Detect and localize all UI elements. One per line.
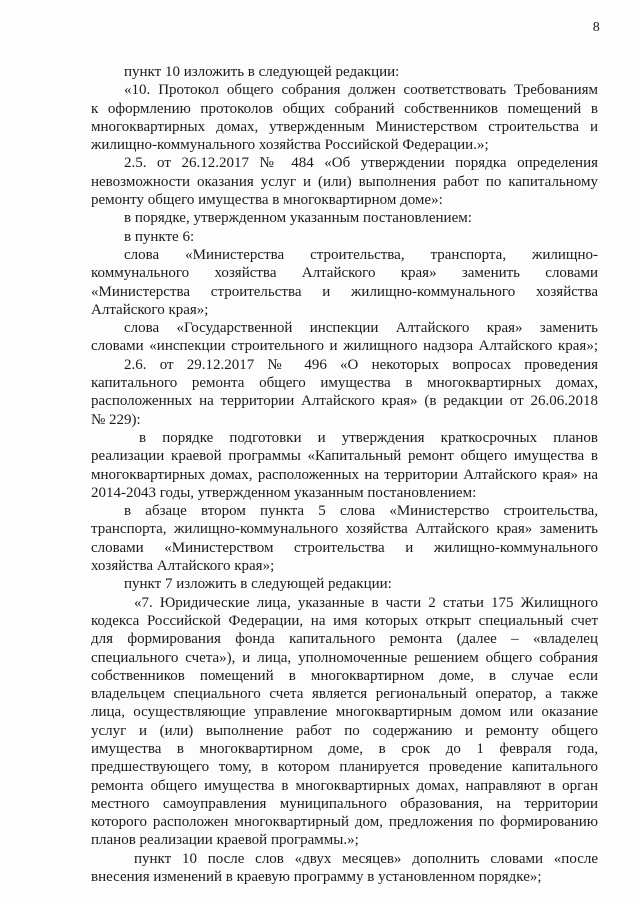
text-line: многоквартирных домах, расположенных на территории Алтайского края» на bbox=[91, 466, 598, 483]
text-line: «7. Юридические лица, указанные в части 2 статьи 175 Жилищного bbox=[134, 594, 598, 611]
text-line: лица, осуществляющие управление многоквартирным домом или оказание bbox=[91, 704, 598, 721]
text-line: собственников помещений в многоквартирном доме, в случае если bbox=[91, 667, 598, 684]
text-line: 2.5. от 26.12.2017 № 484 «Об утверждении порядка определения bbox=[124, 155, 598, 172]
text-line: имущества в многоквартирном доме, в срок до 1 февраля года, bbox=[91, 740, 598, 757]
text-line: для формирования фонда капитального ремонта (далее – «владелец bbox=[91, 631, 598, 648]
text-line: 2014-2043 годы, утвержденном указанным постановлением: bbox=[91, 484, 477, 501]
text-line: коммунального хозяйства Алтайского края» заменить словами bbox=[91, 265, 598, 282]
text-line: местного самоуправления муниципального образования, на территории bbox=[91, 795, 598, 812]
text-line: многоквартирных домах, утвержденным Министерством строительства и bbox=[91, 118, 598, 135]
text-line: № 229): bbox=[91, 411, 141, 428]
text-line: реализации краевой программы «Капитальный ремонт общего имущества в bbox=[91, 448, 598, 465]
text-line: пункт 7 изложить в следующей редакции: bbox=[124, 576, 392, 593]
text-line: в пункте 6: bbox=[124, 228, 195, 245]
text-line: «10. Протокол общего собрания должен соответствовать Требованиям bbox=[124, 82, 598, 99]
text-line: капитального ремонта общего имущества в многоквартирных домах, bbox=[91, 375, 598, 392]
page-number: 8 bbox=[592, 20, 600, 35]
text-line: планов реализации краевой программы.»; bbox=[91, 832, 359, 849]
text-line: жилищно-коммунального хозяйства Российской Федерации.»; bbox=[91, 137, 489, 154]
text-line: к оформлению протоколов общих собраний собственников помещений в bbox=[91, 100, 598, 117]
text-line: 2.6. от 29.12.2017 № 496 «О некоторых вопросах проведения bbox=[124, 356, 598, 373]
text-line: в порядке, утвержденном указанным постановлением: bbox=[124, 210, 472, 227]
text-line: пункт 10 после слов «двух месяцев» дополнить словами «после bbox=[134, 850, 598, 867]
text-line: «Министерства строительства и жилищно-коммунального хозяйства bbox=[91, 283, 598, 300]
text-line: слова «Государственной инспекции Алтайского края» заменить bbox=[124, 320, 598, 337]
text-line: словами «инспекции строительного и жилищного надзора Алтайского края»; bbox=[91, 338, 598, 355]
text-line: ремонту общего имущества в многоквартирном доме»: bbox=[91, 192, 443, 209]
text-line: пункт 10 изложить в следующей редакции: bbox=[124, 64, 400, 80]
text-line: транспорта, жилищно-коммунального хозяйства Алтайского края» заменить bbox=[91, 521, 598, 538]
text-line: специального счета»), и лица, уполномоченные решением общего собрания bbox=[91, 649, 598, 666]
text-line: кодекса Российской Федерации, на имя которых открыт специальный счет bbox=[91, 612, 598, 629]
text-line: услуг и (или) выполнение работ по содержанию и ремонту общего bbox=[91, 722, 598, 739]
text-line: расположенных на территории Алтайского края» (в редакции от 26.06.2018 bbox=[91, 393, 598, 410]
text-line: ремонта общего имущества в многоквартирных домах, направляют в орган bbox=[91, 777, 598, 794]
text-line: невозможности оказания услуг и (или) выполнения работ по капитальному bbox=[91, 173, 598, 190]
text-line: хозяйства Алтайского края»; bbox=[91, 558, 275, 575]
text-line: слова «Министерства строительства, транспорта, жилищно- bbox=[124, 246, 598, 263]
text-line: владельцем специального счета является региональный оператор, а также bbox=[91, 686, 598, 703]
text-line: внесения изменений в краевую программу в установленном порядке»; bbox=[91, 869, 542, 886]
text-line: в порядке подготовки и утверждения краткосрочных планов bbox=[139, 429, 598, 446]
document-body bbox=[91, 63, 598, 886]
text-line: предшествующего тому, в котором планируется проведение капитального bbox=[91, 759, 598, 776]
text-line: в абзаце втором пункта 5 слова «Министерство строительства, bbox=[124, 503, 598, 520]
text-line: которого расположен многоквартирный дом, предложения по формированию bbox=[91, 814, 598, 831]
text-line: словами «Министерством строительства и жилищно-коммунального bbox=[91, 539, 598, 556]
text-line: Алтайского края»; bbox=[91, 301, 209, 318]
